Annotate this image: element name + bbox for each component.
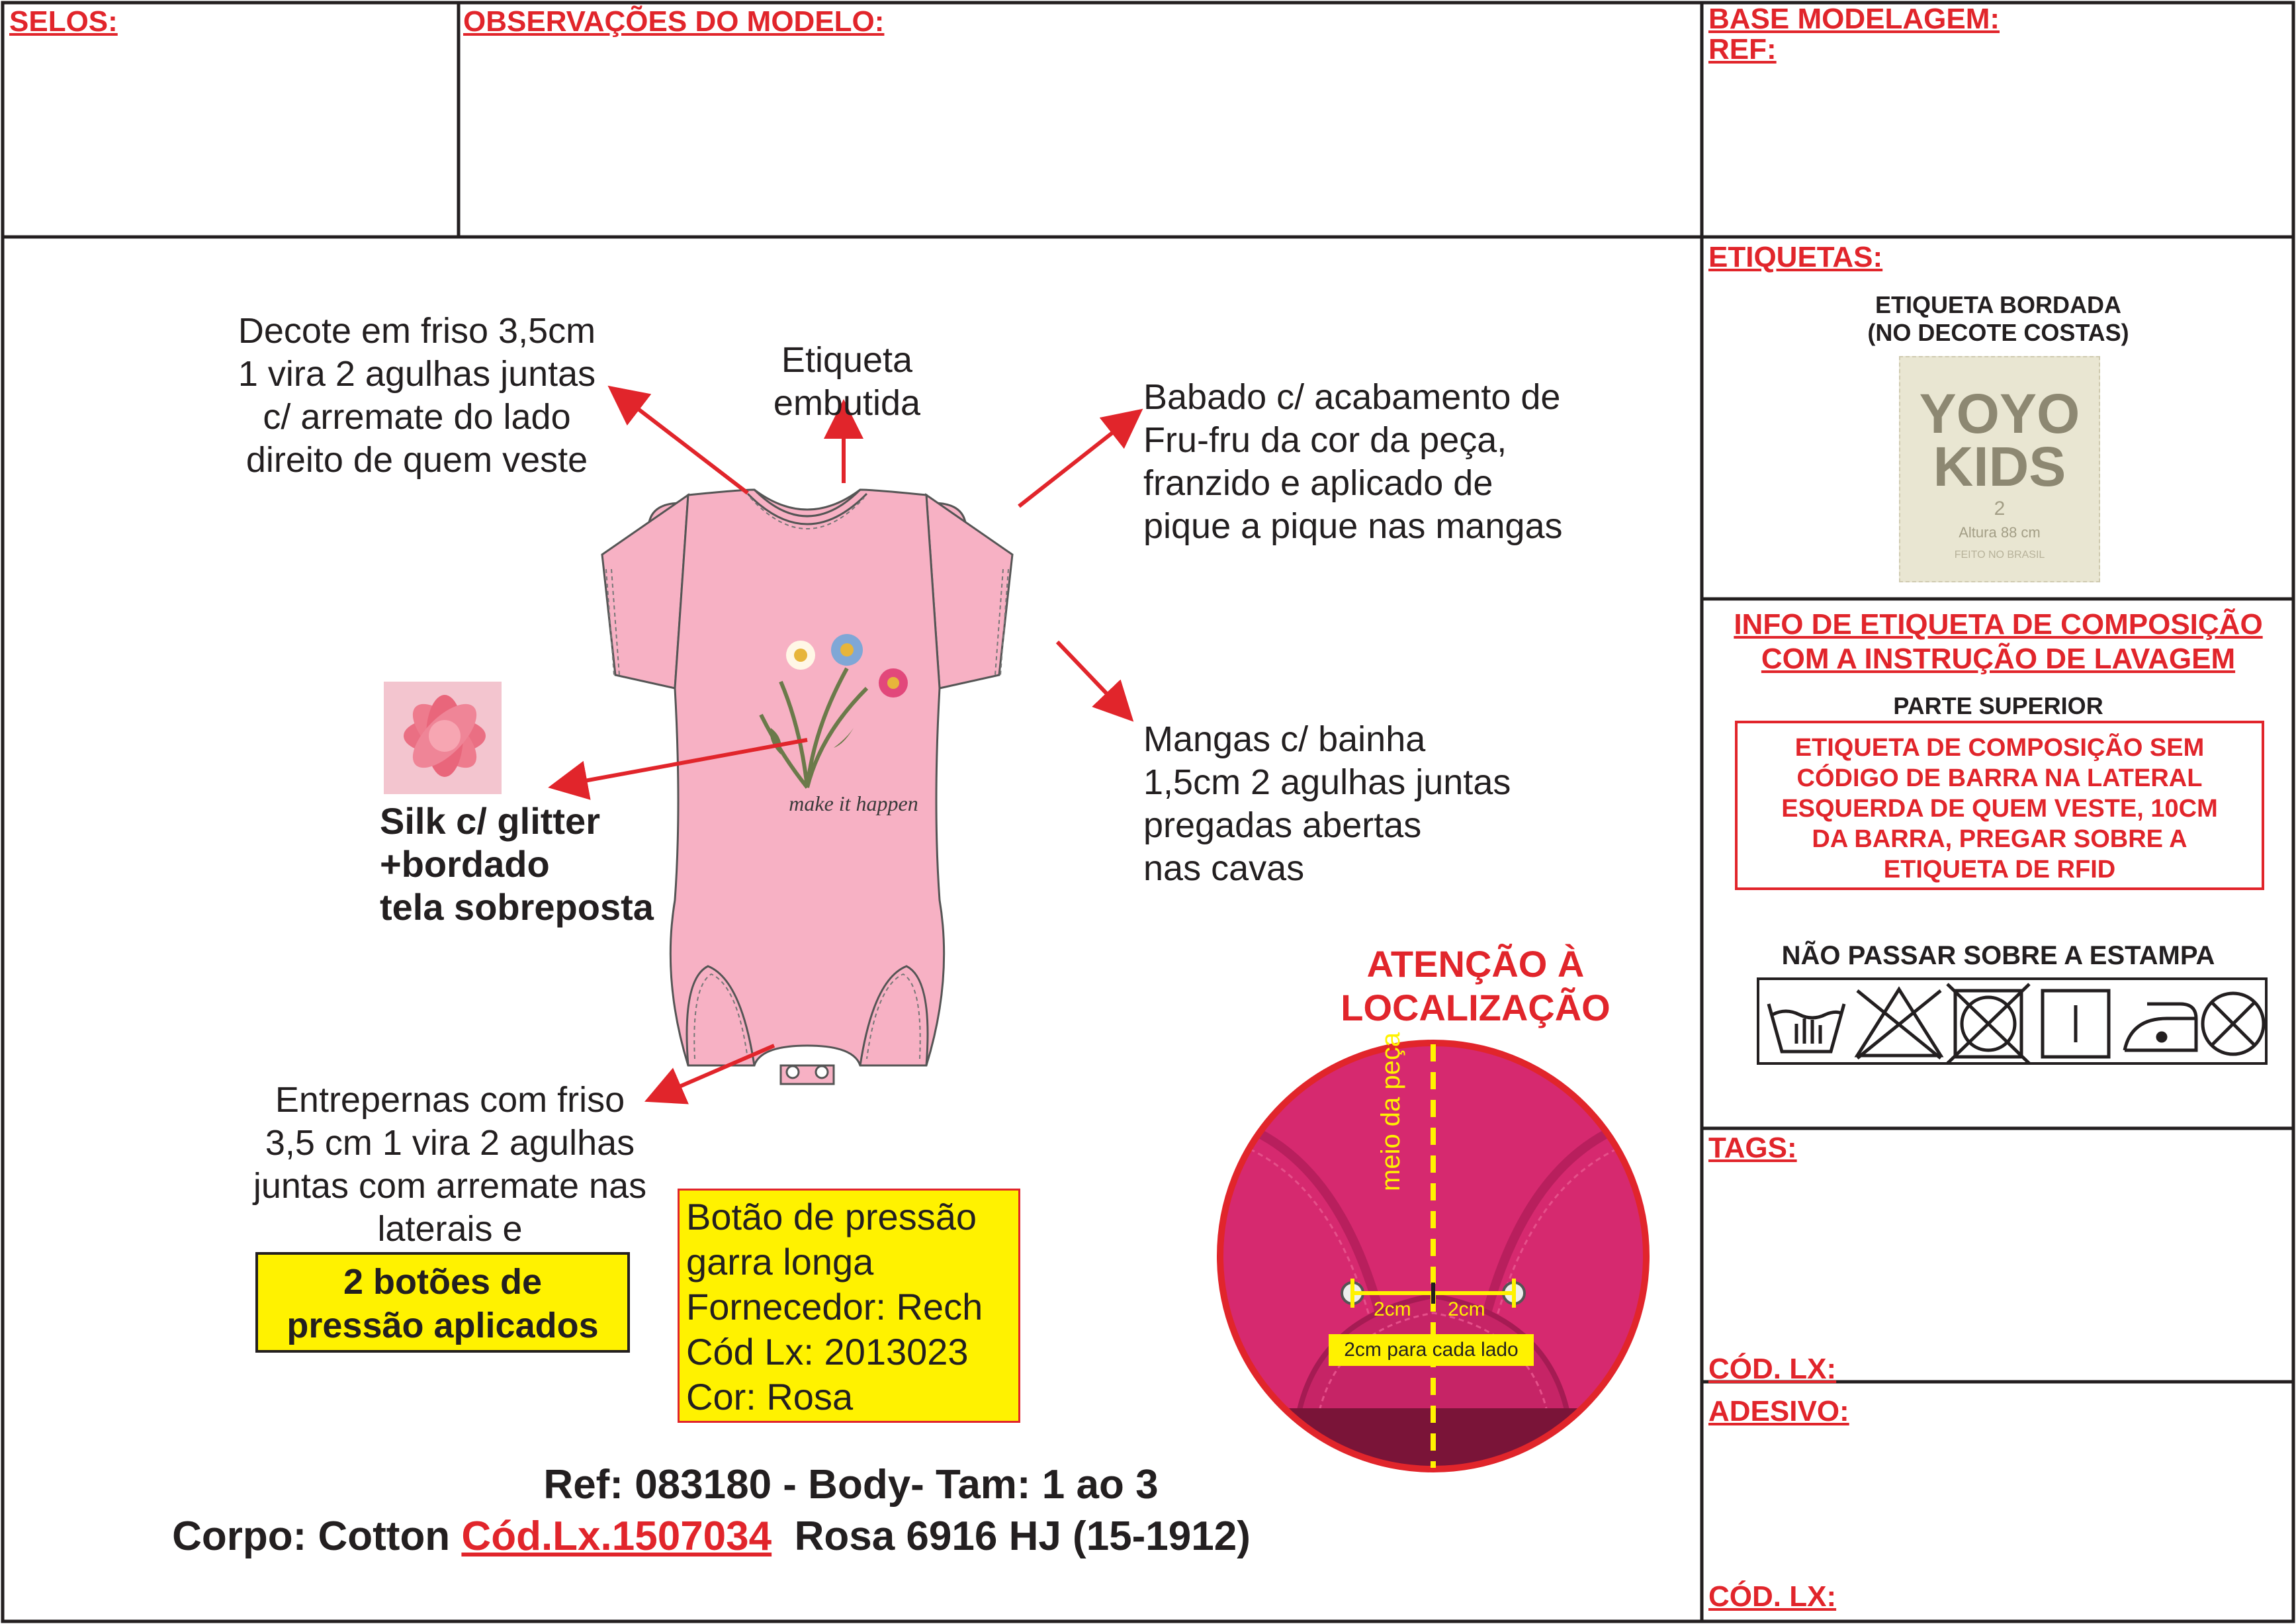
etiqueta-bordada-line1: ETIQUETA BORDADA bbox=[1875, 291, 2121, 318]
composicao-line3: ESQUERDA DE QUEM VESTE, 10CM bbox=[1781, 795, 2218, 823]
etiqueta-bordada-line2: (NO DECOTE COSTAS) bbox=[1867, 319, 2129, 346]
entrepernas-line2: 3,5 cm 1 vira 2 agulhas bbox=[265, 1123, 635, 1163]
right-distance-label: 2cm bbox=[1448, 1298, 1485, 1320]
composicao-line5: ETIQUETA DE RFID bbox=[1883, 856, 2116, 883]
footer-corpo-suffix: Rosa 6916 HJ (15-1912) bbox=[772, 1513, 1251, 1559]
decote-line2: 1 vira 2 agulhas juntas bbox=[238, 354, 596, 394]
babado-line1: Babado c/ acabamento de bbox=[1143, 377, 1561, 417]
babado-line3: franzido e aplicado de bbox=[1143, 463, 1493, 503]
cod-lx-adesivo: CÓD. LX: bbox=[1708, 1580, 1837, 1613]
silk-line2: +bordado bbox=[380, 843, 550, 885]
nao-passar-warning: NÃO PASSAR SOBRE A ESTAMPA bbox=[1781, 941, 2215, 970]
footer-corpo-line bbox=[0, 1511, 1423, 1562]
selos-heading: SELOS: bbox=[9, 5, 118, 38]
atencao-heading bbox=[1224, 942, 1727, 1030]
arrow-silk bbox=[556, 740, 807, 786]
label-brand-line2: KIDS bbox=[1933, 435, 2066, 498]
adesivo-heading: ADESIVO: bbox=[1708, 1395, 1849, 1427]
botoes-highlight-box bbox=[255, 1252, 630, 1353]
botao-info-line4: Cód Lx: 2013023 bbox=[686, 1331, 969, 1373]
etiquetas-heading: ETIQUETAS: bbox=[1708, 241, 1883, 273]
silk-line1: Silk c/ glitter bbox=[380, 800, 600, 842]
botoes-line2: pressão aplicados bbox=[287, 1306, 599, 1345]
botao-info-box bbox=[678, 1189, 1020, 1423]
decote-line4: direito de quem veste bbox=[245, 440, 588, 480]
babado-line4: pique a pique nas mangas bbox=[1143, 506, 1563, 546]
info-composicao-heading-line2: COM A INSTRUÇÃO DE LAVAGEM bbox=[1761, 643, 2236, 675]
babado-annotation bbox=[1143, 376, 1673, 548]
print-slogan: make it happen bbox=[789, 791, 918, 815]
footer-cod-lx: Cód.Lx.1507034 bbox=[461, 1513, 772, 1559]
atencao-line2: LOCALIZAÇÃO bbox=[1341, 987, 1611, 1028]
botao-info-line5: Cor: Rosa bbox=[686, 1376, 854, 1418]
decote-annotation bbox=[199, 310, 635, 482]
ref-heading: REF: bbox=[1708, 33, 1777, 66]
etiqueta-annotation bbox=[748, 339, 946, 425]
mangas-line3: pregadas abertas bbox=[1143, 805, 1422, 845]
botao-info-line1: Botão de pressão bbox=[686, 1196, 977, 1238]
botoes-line1: 2 botões de bbox=[343, 1262, 543, 1302]
footer-corpo-prefix: Corpo: Cotton bbox=[172, 1513, 462, 1559]
botao-info-line3: Fornecedor: Rech bbox=[686, 1286, 983, 1328]
label-made-in: FEITO NO BRASIL bbox=[1954, 549, 2045, 561]
info-composicao-heading-line1: INFO DE ETIQUETA DE COMPOSIÇÃO bbox=[1734, 608, 2263, 641]
footer-ref-line: Ref: 083180 - Body- Tam: 1 ao 3 bbox=[543, 1462, 1159, 1508]
base-modelagem-heading: BASE MODELAGEM: bbox=[1708, 3, 2000, 35]
mangas-line2: 1,5cm 2 agulhas juntas bbox=[1143, 762, 1511, 802]
silk-line3: tela sobreposta bbox=[380, 886, 654, 928]
mangas-line4: nas cavas bbox=[1143, 848, 1305, 888]
botao-info-line2: garra longa bbox=[686, 1241, 874, 1283]
composicao-line4: DA BARRA, PREGAR SOBRE A bbox=[1812, 825, 2187, 853]
arrow-mangas bbox=[1057, 642, 1128, 716]
meio-da-peca-label: meio da peça bbox=[1376, 1032, 1405, 1191]
etiqueta-line2: embutida bbox=[773, 383, 921, 423]
etiqueta-line1: Etiqueta bbox=[781, 340, 913, 380]
decote-line1: Decote em friso 3,5cm bbox=[238, 311, 596, 351]
cada-lado-label: 2cm para cada lado bbox=[1329, 1334, 1534, 1366]
observacoes-heading: OBSERVAÇÕES DO MODELO: bbox=[463, 5, 885, 38]
entrepernas-line1: Entrepernas com friso bbox=[275, 1080, 625, 1120]
care-symbols-row bbox=[1757, 977, 2268, 1065]
arrow-babado bbox=[1019, 414, 1137, 506]
babado-line2: Fru-fru da cor da peça, bbox=[1143, 420, 1507, 460]
cod-lx-tags: CÓD. LX: bbox=[1708, 1353, 1837, 1385]
label-brand-line1: YOYO bbox=[1919, 383, 2080, 445]
composicao-instructions-box bbox=[1735, 721, 2264, 890]
left-distance-label: 2cm bbox=[1374, 1298, 1411, 1320]
composicao-line2: CÓDIGO DE BARRA NA LATERAL bbox=[1796, 764, 2203, 792]
attention-closeup bbox=[1215, 1038, 1652, 1474]
entrepernas-line4: laterais e bbox=[377, 1209, 523, 1249]
woven-label-image bbox=[1899, 356, 2100, 582]
decote-line3: c/ arremate do lado bbox=[263, 397, 571, 437]
silk-annotation bbox=[380, 799, 684, 928]
label-size: 2 bbox=[1994, 498, 2006, 519]
mangas-line1: Mangas c/ bainha bbox=[1143, 719, 1426, 759]
atencao-line1: ATENÇÃO À bbox=[1366, 943, 1585, 985]
composicao-line1: ETIQUETA DE COMPOSIÇÃO SEM bbox=[1794, 734, 2205, 762]
parte-superior-label: PARTE SUPERIOR bbox=[1893, 692, 2103, 719]
silk-print-swatch bbox=[384, 682, 502, 794]
tags-heading: TAGS: bbox=[1708, 1132, 1797, 1164]
entrepernas-annotation bbox=[225, 1079, 675, 1251]
label-height: Altura 88 cm bbox=[1959, 524, 2041, 541]
mangas-annotation bbox=[1143, 718, 1646, 890]
entrepernas-line3: juntas com arremate nas bbox=[253, 1166, 647, 1206]
